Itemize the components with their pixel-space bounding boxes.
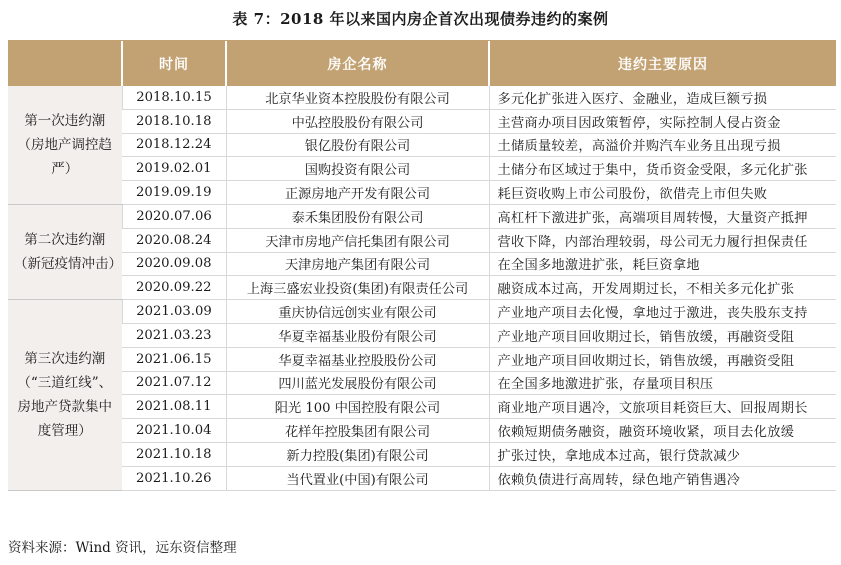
reason-cell: 主营商办项目因政策暂停，实际控制人侵占资金 <box>489 109 836 133</box>
table-row <box>8 204 836 228</box>
table-row <box>8 86 836 109</box>
table-row <box>8 395 836 419</box>
phase-label: 第一次违约潮（房地产调控趋严） <box>8 86 122 204</box>
company-cell: 华夏幸福基业控股股份公司 <box>226 347 489 371</box>
reason-cell: 高杠杆下激进扩张，高端项目周转慢，大量资产抵押 <box>489 204 836 228</box>
reason-cell: 营收下降，内部治理较弱，母公司无力履行担保责任 <box>489 228 836 252</box>
header-phase <box>8 41 122 86</box>
date-cell: 2020.09.08 <box>122 252 226 276</box>
table-row <box>8 252 836 276</box>
company-cell: 阳光 100 中国控股有限公司 <box>226 395 489 419</box>
table-row <box>8 300 836 324</box>
reason-cell: 土储分布区域过于集中，货币资金受限，多元化扩张 <box>489 157 836 181</box>
reason-cell: 在全国多地激进扩张，耗巨资拿地 <box>489 252 836 276</box>
reason-cell: 耗巨资收购上市公司股份，欲借壳上市但失败 <box>489 181 836 205</box>
company-cell: 花样年控股集团有限公司 <box>226 419 489 443</box>
table-row <box>8 442 836 466</box>
header-row <box>8 41 836 86</box>
company-cell: 上海三盛宏业投资(集团)有限责任公司 <box>226 276 489 300</box>
reason-cell: 产业地产项目回收期过长，销售放缓，再融资受阻 <box>489 323 836 347</box>
date-cell: 2021.08.11 <box>122 395 226 419</box>
date-cell: 2021.03.23 <box>122 323 226 347</box>
table-row <box>8 228 836 252</box>
header-date: 时间 <box>122 41 226 86</box>
table-row <box>8 157 836 181</box>
date-cell: 2021.10.04 <box>122 419 226 443</box>
phase-label: 第三次违约潮（“三道红线”、房地产贷款集中度管理） <box>8 300 122 490</box>
reason-cell: 依赖短期债务融资，融资环境收紧，项目去化放缓 <box>489 419 836 443</box>
company-cell: 银亿股份有限公司 <box>226 133 489 157</box>
date-cell: 2018.10.15 <box>122 86 226 109</box>
company-cell: 当代置业(中国)有限公司 <box>226 466 489 490</box>
reason-cell: 商业地产项目遇冷，文旅项目耗资巨大、回报周期长 <box>489 395 836 419</box>
table-row <box>8 419 836 443</box>
company-cell: 中弘控股股份有限公司 <box>226 109 489 133</box>
reason-cell: 多元化扩张进入医疗、金融业，造成巨额亏损 <box>489 86 836 109</box>
table-row <box>8 181 836 205</box>
company-cell: 泰禾集团股份有限公司 <box>226 204 489 228</box>
date-cell: 2021.10.26 <box>122 466 226 490</box>
company-cell: 天津市房地产信托集团有限公司 <box>226 228 489 252</box>
table-row <box>8 466 836 490</box>
company-cell: 正源房地产开发有限公司 <box>226 181 489 205</box>
date-cell: 2019.09.19 <box>122 181 226 205</box>
company-cell: 四川蓝光发展股份有限公司 <box>226 371 489 395</box>
reason-cell: 依赖负债进行高周转，绿色地产销售遇冷 <box>489 466 836 490</box>
table-row <box>8 133 836 157</box>
reason-cell: 土储质量较差，高溢价并购汽车业务且出现亏损 <box>489 133 836 157</box>
table-title: 表 7：2018 年以来国内房企首次出现债券违约的案例 <box>232 10 609 28</box>
date-cell: 2018.10.18 <box>122 109 226 133</box>
company-cell: 华夏幸福基业股份有限公司 <box>226 323 489 347</box>
table-row <box>8 276 836 300</box>
phase-label: 第二次违约潮（新冠疫情冲击） <box>8 204 122 299</box>
table-row <box>8 109 836 133</box>
date-cell: 2021.06.15 <box>122 347 226 371</box>
header-reason: 违约主要原因 <box>489 41 836 86</box>
date-cell: 2020.09.22 <box>122 276 226 300</box>
company-cell: 新力控股(集团)有限公司 <box>226 442 489 466</box>
date-cell: 2019.02.01 <box>122 157 226 181</box>
table-row <box>8 323 836 347</box>
date-cell: 2020.07.06 <box>122 204 226 228</box>
company-cell: 重庆协信远创实业有限公司 <box>226 300 489 324</box>
reason-cell: 在全国多地激进扩张，存量项目积压 <box>489 371 836 395</box>
reason-cell: 产业地产项目去化慢，拿地过于激进，丧失股东支持 <box>489 300 836 324</box>
table-row <box>8 371 836 395</box>
date-cell: 2021.03.09 <box>122 300 226 324</box>
company-cell: 北京华业资本控股股份有限公司 <box>226 86 489 109</box>
date-cell: 2021.07.12 <box>122 371 226 395</box>
reason-cell: 产业地产项目回收期过长，销售放缓，再融资受阻 <box>489 347 836 371</box>
company-cell: 天津房地产集团有限公司 <box>226 252 489 276</box>
header-company: 房企名称 <box>226 41 489 86</box>
table-body <box>8 86 836 490</box>
table-row <box>8 347 836 371</box>
default-cases-table <box>8 41 836 491</box>
date-cell: 2021.10.18 <box>122 442 226 466</box>
date-cell: 2020.08.24 <box>122 228 226 252</box>
reason-cell: 融资成本过高，开发周期过长，不相关多元化扩张 <box>489 276 836 300</box>
reason-cell: 扩张过快，拿地成本过高，银行贷款减少 <box>489 442 836 466</box>
date-cell: 2018.12.24 <box>122 133 226 157</box>
company-cell: 国购投资有限公司 <box>226 157 489 181</box>
source-note: 资料来源：Wind 资讯，远东资信整理 <box>8 540 237 556</box>
